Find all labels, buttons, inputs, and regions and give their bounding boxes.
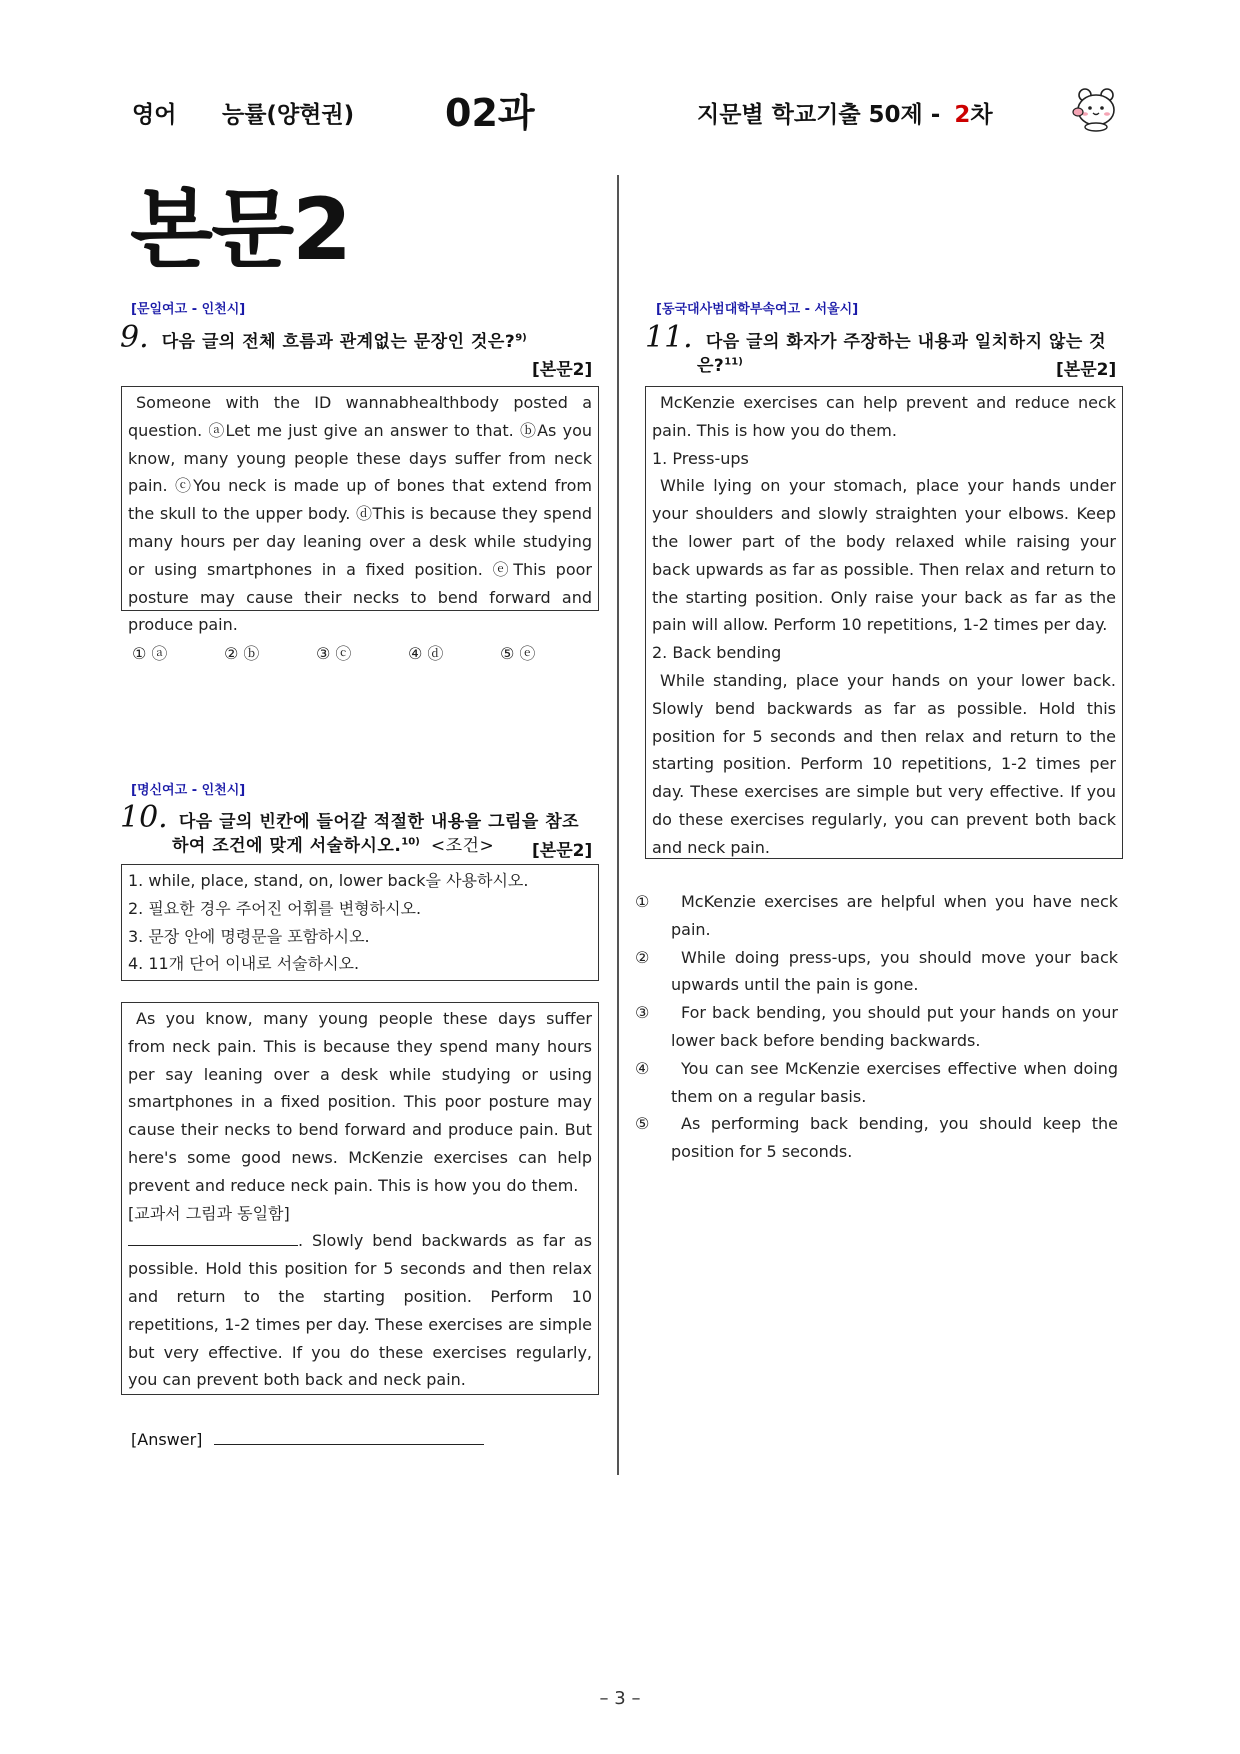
q11-option-5-text: As performing back bending, you should keep the position for 5 seconds. <box>671 1114 1118 1162</box>
q11-option-2[interactable] <box>635 944 1118 1000</box>
q9-choice-2[interactable]: ② ⓑ <box>224 644 260 663</box>
q10-prompt-line1: 다음 글의 빈칸에 들어갈 적절한 내용을 그림을 참조 <box>178 812 580 832</box>
q9-passage-box <box>121 386 599 635</box>
q10-conditions-box <box>121 864 599 981</box>
q11-option-1-text: McKenzie exercises are helpful when you have neck pain. <box>671 892 1118 939</box>
q11-option-3-text: For back bending, you should put your hands on your lower back before bending backwards. <box>671 1003 1118 1050</box>
q11-option-2-num: ② <box>635 947 650 967</box>
q9-choice-5[interactable]: ⑤ ⓔ <box>500 644 536 663</box>
q10-answer-line[interactable] <box>214 1430 484 1445</box>
q11-passage-pressups: While lying on your stomach, place your hands under your shoulders and slowly straighten your elbows. Keep the lower part of the body relaxed while raising your back upwards as far as possible. Then relax and return to the starting position. Only raise your back as far as the pain will allow. Perform 10 repetitions, 1-2 times per day. <box>652 476 1116 635</box>
q11-passage-intro: McKenzie exercises can help prevent and reduce neck pain. This is how you do them. <box>652 393 1116 440</box>
q10-header-line2 <box>172 832 592 860</box>
q11-option-5-num: ⑤ <box>635 1114 650 1134</box>
q11-passage-box <box>645 386 1123 859</box>
q11-option-4[interactable] <box>635 1055 1118 1111</box>
q10-footnote: 10) <box>401 836 420 848</box>
q11-passage-heading-1: 1. Press-ups <box>652 448 749 468</box>
q11-prompt-line1: 다음 글의 화자가 주장하는 내용과 일치하지 않는 것 <box>705 332 1107 352</box>
q9-passage: Someone with the ID wannabhealthbody posted a question. ⓐLet me just give an answer to that. ⓑAs you know, many young people these days suffer from neck pain. ⓒYou neck is made up of bones that extend from the skull to the upper body. ⓓThis is because they spend many hours per day leaning over a desk while studying or using smartphones in a fixed position. ⓔThis poor posture may cause their necks to bend forward and produce pain. <box>128 393 592 635</box>
round-number: 2 <box>954 102 971 128</box>
page-title: 본문2 <box>130 180 350 280</box>
q11-option-3[interactable] <box>635 999 1118 1055</box>
q11-header-line2 <box>697 352 743 380</box>
round-suffix: 차 <box>970 102 993 128</box>
series-label <box>697 96 993 129</box>
q11-source: [동국대사범대학부속여고 - 서울시] <box>656 302 859 317</box>
q10-tag: [본문2] <box>532 841 593 861</box>
q11-option-1[interactable] <box>635 888 1118 944</box>
page-number: – 3 – <box>599 1688 641 1709</box>
q10-condition-2: 2. 필요한 경우 주어진 어휘를 변형하시오. <box>128 898 422 918</box>
q11-option-3-num: ③ <box>635 1003 650 1023</box>
q11-prompt-line2: 은? <box>697 356 725 376</box>
q10-condition-label: <조건> <box>430 836 495 856</box>
q9-footnote: 9) <box>515 332 527 344</box>
q9-header <box>120 320 590 356</box>
textbook-label: 능률(양현권) <box>222 102 355 128</box>
q10-header <box>120 800 610 836</box>
q9-choice-4[interactable]: ④ ⓓ <box>408 644 444 663</box>
q11-number: 11. <box>645 320 693 355</box>
q10-passage-part2: . Slowly bend backwards as far as possible. Hold this position for 5 seconds and then relax and return to the starting position. Perform 10 repetitions, 1-2 times per day. These exercises are simple but very effective. If you do these exercises regularly, you can prevent both back and neck pain. <box>128 1231 592 1390</box>
q9-choices <box>132 641 592 664</box>
q11-footnote: 11) <box>724 356 743 368</box>
lesson-label: 02과 <box>445 91 535 135</box>
subject-label: 영어 <box>132 102 177 128</box>
q10-answer-row <box>131 1430 484 1449</box>
q11-option-1-num: ① <box>635 892 650 911</box>
series-text: 지문별 학교기출 50제 - <box>697 102 941 128</box>
q9-tag: [본문2] <box>532 360 593 380</box>
q11-option-2-text: While doing press-ups, you should move your back upwards until the pain is gone. <box>671 947 1118 995</box>
q11-header <box>645 320 1125 356</box>
q10-condition-1: 1. while, place, stand, on, lower back을 사용하시오. <box>128 871 529 890</box>
q11-option-4-text: You can see McKenzie exercises effective when doing them on a regular basis. <box>671 1058 1118 1106</box>
q10-answer-label: [Answer] <box>131 1430 203 1449</box>
q11-option-5[interactable] <box>635 1110 1118 1166</box>
column-divider <box>617 175 619 1475</box>
q10-passage-box <box>121 1002 599 1395</box>
q11-passage-heading-2: 2. Back bending <box>652 643 782 663</box>
q11-option-4-num: ④ <box>635 1058 650 1078</box>
q10-condition-4: 4. 11개 단어 이내로 서술하시오. <box>128 954 360 974</box>
q10-condition-3: 3. 문장 안에 명령문을 포함하시오. <box>128 926 370 946</box>
q9-choice-3[interactable]: ③ ⓒ <box>316 644 352 663</box>
q10-source: [명신여고 - 인천시] <box>131 783 246 798</box>
q11-tag: [본문2] <box>1056 360 1117 380</box>
q10-blank[interactable] <box>128 1227 298 1246</box>
q10-number: 10. <box>120 800 168 835</box>
q10-prompt-line2: 하여 조건에 맞게 서술하시오. <box>172 836 402 856</box>
q11-passage-backbending: While standing, place your hands on your lower back. Slowly bend backwards as far as possible. Hold this position for 5 seconds and then relax and return to the starting position. Perform 10 repetitions, 1-2 times per day. These exercises are simple but very effective. If you do these exercises regularly, you can prevent both back and neck pain. <box>652 670 1116 857</box>
q9-choice-1[interactable]: ① ⓐ <box>132 644 168 663</box>
q9-prompt: 다음 글의 전체 흐름과 관계없는 문장인 것은? <box>161 332 516 352</box>
q9-source: [문일여고 - 인천시] <box>131 302 246 317</box>
q10-passage-part1: As you know, many young people these days suffer from neck pain. This is because they spend many hours per say leaning over a desk while studying or using smartphones in a fixed position. This poor posture may cause their necks to bend forward and produce pain. But here's some good news. McKenzie exercises can help prevent and reduce neck pain. This is how you do them. <box>128 1009 592 1195</box>
q9-number: 9. <box>120 320 149 355</box>
bear-icon <box>1072 86 1120 132</box>
q11-options <box>635 888 1118 1166</box>
q10-passage-note: [교과서 그림과 동일함] <box>128 1203 290 1223</box>
